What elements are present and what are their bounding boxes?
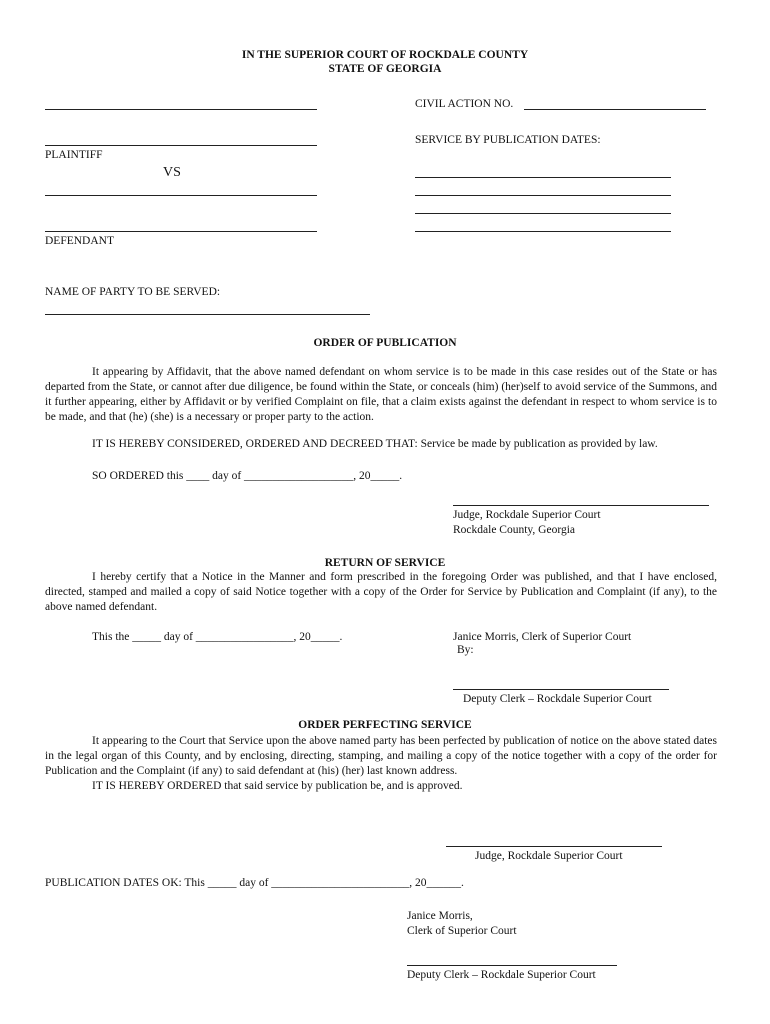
state-title: STATE OF GEORGIA bbox=[328, 63, 442, 75]
plaintiff-label: PLAINTIFF bbox=[45, 149, 103, 161]
defendant-blank-line-2[interactable] bbox=[45, 231, 317, 232]
party-served-field[interactable] bbox=[45, 314, 370, 315]
order-of-publication-title: ORDER OF PUBLICATION bbox=[313, 337, 457, 349]
service-date-line-4[interactable] bbox=[415, 231, 671, 232]
approval-text: IT IS HEREBY ORDERED that said service by publication be, and is approved. bbox=[92, 780, 463, 792]
order-of-publication-paragraph: It appearing by Affidavit, that the above named defendant on whom service is to be made in this case resides out of the State or has departed from the State, or cannot after due diligence, be found within the State, or conceals (him) (her)self to avoid service of the Summons, and it further appearing, either by Affidavit or by verified Complaint on file, that a claim exists against the defendant in respect to whom service is to be made, and that (he) (she) is a necessary or proper party to the action. bbox=[45, 366, 717, 423]
civil-action-number-field[interactable] bbox=[524, 109, 706, 110]
judge-county: Rockdale County, Georgia bbox=[453, 524, 576, 536]
final-deputy-title: Deputy Clerk – Rockdale Superior Court bbox=[407, 969, 596, 981]
return-of-service-body bbox=[45, 570, 717, 615]
deputy-signature-line[interactable] bbox=[453, 689, 669, 690]
return-of-service-title: RETURN OF SERVICE bbox=[324, 557, 446, 569]
final-clerk-name: Janice Morris, bbox=[407, 910, 473, 922]
service-date-line-2[interactable] bbox=[415, 195, 671, 196]
order-of-publication-body bbox=[45, 365, 717, 425]
perfecting-judge-signature-line[interactable] bbox=[446, 846, 662, 847]
final-deputy-signature-line[interactable] bbox=[407, 965, 617, 966]
service-date-line-3[interactable] bbox=[415, 213, 671, 214]
defendant-blank-line-1[interactable] bbox=[45, 195, 317, 196]
deputy-clerk-title: Deputy Clerk – Rockdale Superior Court bbox=[463, 693, 652, 705]
vs-label: VS bbox=[163, 165, 181, 180]
final-clerk-title: Clerk of Superior Court bbox=[407, 925, 517, 937]
order-perfecting-body bbox=[45, 734, 717, 794]
by-label: By: bbox=[457, 644, 474, 656]
order-perfecting-paragraph: It appearing to the Court that Service upon the above named party has been perfected by publication of notice on the above stated dates in the legal organ of this County, and by enclosing, directing, stamping, and mailing a copy of the notice together with a copy of the order for Publication and the Complaint (if any) to said defendant at (his) (her) last known address. bbox=[45, 735, 717, 777]
judge-title: Judge, Rockdale Superior Court bbox=[453, 509, 601, 521]
service-date-line-1[interactable] bbox=[415, 177, 671, 178]
return-of-service-paragraph: I hereby certify that a Notice in the Manner and form prescribed in the foregoing Order was published, and that I have enclosed, directed, stamped and mailed a copy of said Notice together with a copy of the Order for Service by Publication and Complaint (if any), to the above named defendant. bbox=[45, 571, 717, 613]
service-dates-label: SERVICE BY PUBLICATION DATES: bbox=[415, 134, 601, 146]
party-served-label: NAME OF PARTY TO BE SERVED: bbox=[45, 286, 221, 298]
plaintiff-blank-line-1[interactable] bbox=[45, 109, 317, 110]
publication-dates-ok: PUBLICATION DATES OK: This _____ day of ________________________, 20______. bbox=[45, 877, 464, 889]
plaintiff-blank-line-2[interactable] bbox=[45, 145, 317, 146]
defendant-label: DEFENDANT bbox=[45, 235, 114, 247]
decree-text: IT IS HEREBY CONSIDERED, ORDERED AND DECREED THAT: Service be made by publication as provided by law. bbox=[92, 438, 658, 450]
perfecting-judge-title: Judge, Rockdale Superior Court bbox=[475, 850, 623, 862]
clerk-name: Janice Morris, Clerk of Superior Court bbox=[453, 631, 632, 643]
civil-action-label: CIVIL ACTION NO. bbox=[415, 98, 514, 110]
court-title: IN THE SUPERIOR COURT OF ROCKDALE COUNTY bbox=[241, 49, 529, 61]
this-the-text: This the _____ day of _________________, 20_____. bbox=[92, 631, 343, 643]
judge-signature-line[interactable] bbox=[453, 505, 709, 506]
order-perfecting-title: ORDER PERFECTING SERVICE bbox=[298, 719, 472, 731]
so-ordered-text: SO ORDERED this ____ day of ___________________, 20_____. bbox=[92, 470, 403, 482]
